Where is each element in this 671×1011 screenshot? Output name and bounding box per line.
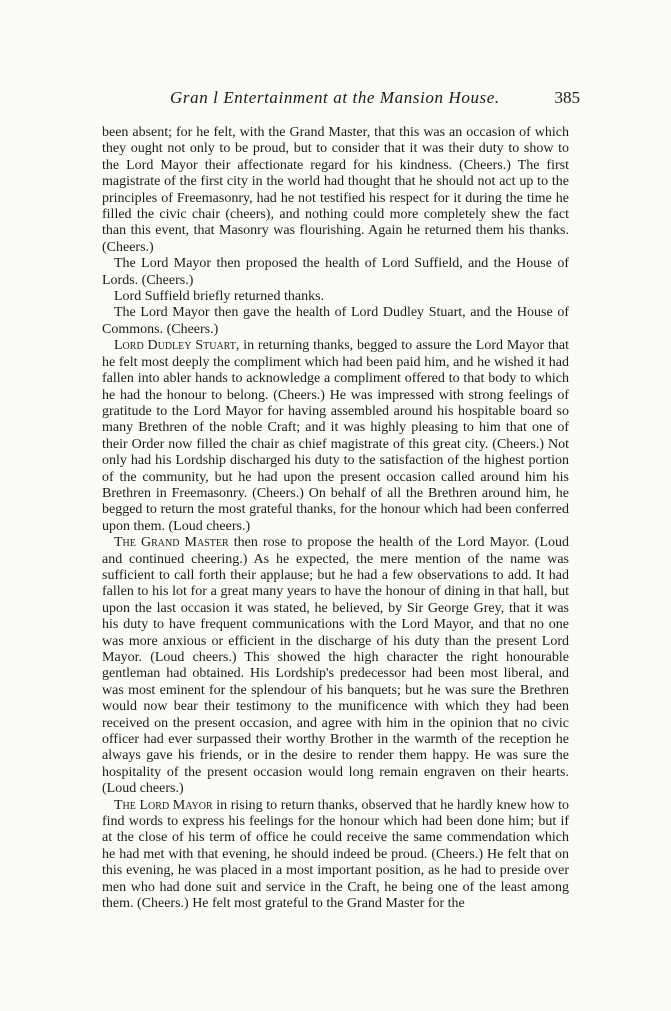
paragraph-text: in returning thanks, begged to assure the Lord Mayor that he felt most deeply the compliment which had been paid him, and he wished it had fallen into abler hands to acknowledge a compliment offered to that body to which he had the honour to belong. (Cheers.) He was impressed with strong feelings of gratitude to the Lord Mayor for having assembled around his hospitable board so many Brethren of the noble Craft; and it was highly pleasing to him that one of their Order now filled the chair as chief magistrate of this great city. (Cheers.) Not only had his Lordship discharged his duty to the satisfaction of the highest portion of the community, but he had upon the present occasion called around him his Brethren in Freemasonry. (Cheers.) On behalf of all the Brethren around him, he begged to return the most grateful thanks, for the honour which had been conferred upon them. (Loud cheers.) [102,338,569,534]
paragraph-text: The Lord Mayor then proposed the health of Lord Suffield, and the House of Lords. (Cheers.) [102,256,569,288]
paragraph-2 [102,256,569,289]
body-text [102,125,569,913]
paragraph-3 [102,289,569,305]
paragraph-5 [102,338,569,535]
speaker-name: The Lord Mayor [114,797,213,813]
paragraph-4 [102,305,569,338]
paragraph-text: in rising to return thanks, observed that he hardly knew how to find words to express his feelings for the honour which had been done him; but if at the close of his term of office he could receive the same commendation which he had met with that evening, he should indeed be proud. (Cheers.) He felt that on this evening, he was placed in a most important position, as he had to preside over men who had done suit and service in the Craft, he being one of the least among them. (Cheers.) He felt most grateful to the Grand Master for the [102,797,569,912]
paragraph-1 [102,125,569,256]
speaker-name: Lord Dudley Stuart, [114,338,240,354]
paragraph-text: been absent; for he felt, with the Grand Master, that this was an occasion of which they ought not only to be proud, but to consider that it was their duty to show to the Lord Mayor their affectionate regard for his kindness. (Cheers.) The first magistrate of the first city in the world had thought that he should not act up to the principles of Freemasonry, had he not testified his respect for it during the time he filled the civic chair (cheers), and nothing could more completely shew the fact than this event, that Masonry was flourishing. Again he returned them his thanks. (Cheers.) [102,125,569,255]
paragraph-text: Lord Suffield briefly returned thanks. [114,289,325,305]
speaker-name: The Grand Master [114,535,229,551]
paragraph-6 [102,535,569,798]
page-header [120,86,580,110]
running-title: Gran l Entertainment at the Mansion House. [170,88,500,107]
paragraph-text: then rose to propose the health of the Lord Mayor. (Loud and continued cheering.) As he expected, the mere mention of the name was sufficient to call forth their applause; but he had a few observations to add. It had fallen to his lot for a great many years to have the honour of dining in that hall, but upon the last occasion it was stated, he believed, by Sir George Grey, that it was his duty to have frequent communications with the Lord Mayor, and that no one was more anxious or efficient in the discharge of his duty than the present Lord Mayor. (Loud cheers.) This showed the high character the right honourable gentleman had obtained. His Lordship's predecessor had been most liberal, and was most eminent for the splendour of his banquets; but he was sure the Brethren would now bear their testimony to the munificence with which they had been received on the present occasion, and agree with him in the opinion that no civic officer had ever surpassed their worthy Brother in the warmth of the reception he always gave his friends, or in the desire to render them happy. He was sure the hospitality of the present occasion would long remain engraven on their hearts. (Loud cheers.) [102,535,569,797]
paragraph-text: The Lord Mayor then gave the health of Lord Dudley Stuart, and the House of Commons. (Cheers.) [102,305,569,337]
paragraph-7 [102,798,569,913]
page-number: 385 [554,88,580,107]
